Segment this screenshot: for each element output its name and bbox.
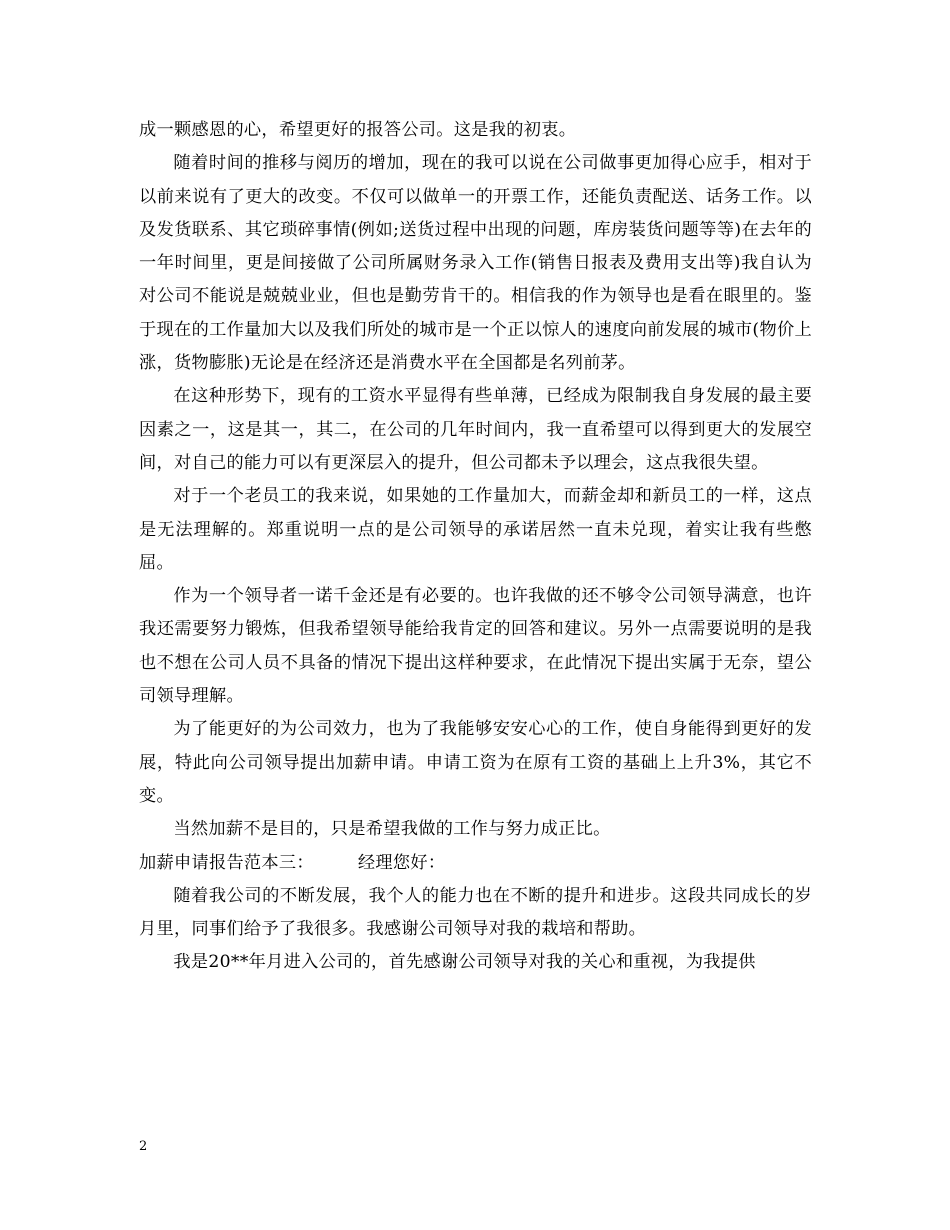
paragraph-7: 当然加薪不是目的，只是希望我做的工作与努力成正比。	[173, 819, 611, 840]
page-number: 2	[139, 1139, 148, 1154]
salutation: 经理您好：	[357, 852, 446, 873]
section-title: 加薪申请报告范本三：	[139, 852, 314, 873]
document-body	[139, 114, 812, 980]
paragraph-2: 随着时间的推移与阅历的增加，现在的我可以说在公司做事更加得心应手，相对于以前来说有了更大的改变。不仅可以做单一的开票工作，还能负责配送、话务工作。以及发货联系、其它琐碎事情(例如;送货过程中出现的问题，库房装货问题等等)在去年的一年时间里，更是间接做了公司所属财务录入工作(销售日报表及费用支出等)我自认为对公司不能说是兢兢业业，但也是勤劳肯干的。相信我的作为领导也是看在眼里的。鉴于现在的工作量加大以及我们所处的城市是一个正以惊人的速度向前发展的城市(物价上涨，货物膨胀)无论是在经济还是消费水平在全国都是名列前茅。	[139, 153, 812, 374]
paragraph-9: 我是20**年月进入公司的，首先感谢公司领导对我的关心和重视，为我提供	[173, 952, 756, 973]
paragraph-4: 对于一个老员工的我来说，如果她的工作量加大，而薪金却和新员工的一样，这点是无法理解的。郑重说明一点的是公司领导的承诺居然一直未兑现，着实让我有些憋屈。	[139, 486, 812, 573]
paragraph-1: 成一颗感恩的心，希望更好的报答公司。这是我的初衷。	[139, 120, 577, 140]
paragraph-3: 在这种形势下，现有的工资水平显得有些单薄，已经成为限制我自身发展的最主要因素之一，这是其一，其二，在公司的几年时间内，我一直希望可以得到更大的发展空间，对自己的能力可以有更深层入的提升，但公司都未予以理会，这点我很失望。	[139, 386, 812, 473]
paragraph-8: 随着我公司的不断发展，我个人的能力也在不断的提升和进步。这段共同成长的岁月里，同事们给予了我很多。我感谢公司领导对我的栽培和帮助。	[139, 885, 812, 940]
paragraph-6: 为了能更好的为公司效力，也为了我能够安安心心的工作，使自身能得到更好的发展，特此向公司领导提出加薪申请。申请工资为在原有工资的基础上上升3%，其它不变。	[139, 719, 812, 806]
section-heading	[139, 847, 812, 880]
paragraph-5: 作为一个领导者一诺千金还是有必要的。也许我做的还不够令公司领导满意，也许我还需要努力锻炼，但我希望领导能给我肯定的回答和建议。另外一点需要说明的是我也不想在公司人员不具备的情况下提出这样种要求，在此情况下提出实属于无奈，望公司领导理解。	[139, 586, 812, 707]
